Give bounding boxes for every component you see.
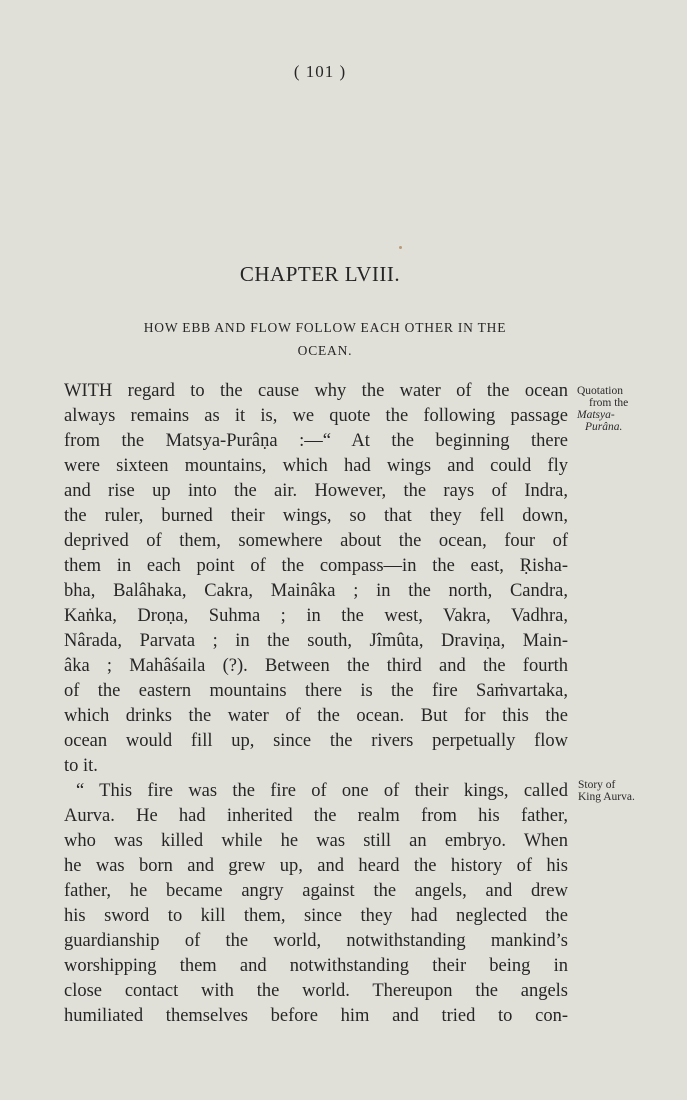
margin-note-line: Matsya-: [577, 409, 615, 421]
text-line: were sixteen mountains, which had wings and could fly: [64, 456, 568, 476]
margin-note-line: Quotation: [577, 385, 623, 397]
text-line: bha, Balâhaka, Cakra, Mainâka ; in the north, Candra,: [64, 581, 568, 601]
text-line: Nârada, Parvata ; in the south, Jîmûta, Draviṇa, Main-: [64, 631, 568, 651]
text-line: who was killed while he was still an embryo. When: [64, 831, 568, 851]
text-line: deprived of them, somewhere about the ocean, four of: [64, 531, 568, 551]
margin-note-line: Story of: [578, 779, 616, 791]
margin-note-line: King Aurva.: [578, 791, 635, 803]
margin-note-line: from the: [589, 397, 629, 409]
text-line: Aurva. He had inherited the realm from his father,: [64, 806, 568, 826]
text-line: them in each point of the compass—in the east, Ṛisha-: [64, 556, 568, 576]
text-line: Kaṅka, Droṇa, Suhma ; in the west, Vakra, Vadhra,: [64, 606, 568, 626]
text-line: ocean would fill up, since the rivers perpetually flow: [64, 731, 568, 751]
chapter-subtitle-line: HOW EBB AND FLOW FOLLOW EACH OTHER IN THE: [143, 320, 507, 335]
body-text: [64, 379, 568, 1029]
text-line: guardianship of the world, notwithstanding mankind’s: [64, 931, 568, 951]
text-line: which drinks the water of the ocean. But for this the: [64, 706, 568, 726]
text-line: always remains as it is, we quote the following passage: [64, 406, 568, 426]
margin-note-line: Purâna.: [585, 421, 623, 433]
text-line: father, he became angry against the angels, and drew: [64, 881, 568, 901]
margin-note-quotation: [577, 385, 628, 433]
chapter-subtitle: [80, 316, 570, 362]
text-line: and rise up into the air. However, the rays of Indra,: [64, 481, 568, 501]
text-line: worshipping them and notwithstanding their being in: [64, 956, 568, 976]
text-line: WITH regard to the cause why the water of the ocean: [64, 381, 568, 401]
text-line: “ This fire was the fire of one of their kings, called: [76, 781, 568, 801]
text-line: from the Matsya-Purâṇa :—“ At the beginning there: [64, 431, 568, 451]
text-line: close contact with the world. Thereupon the angels: [64, 981, 568, 1001]
text-line: humiliated themselves before him and tried to con-: [64, 1006, 568, 1026]
text-line: of the eastern mountains there is the fire Saṁvartaka,: [64, 681, 568, 701]
ink-speck: [399, 246, 402, 249]
text-line: the ruler, burned their wings, so that they fell down,: [64, 506, 568, 526]
text-line: to it.: [64, 756, 98, 776]
chapter-title: CHAPTER LVIII.: [239, 262, 401, 286]
text-line: his sword to kill them, since they had neglected the: [64, 906, 568, 926]
text-line: âka ; Mahâśaila (?). Between the third and the fourth: [64, 656, 568, 676]
text-line: he was born and grew up, and heard the history of his: [64, 856, 568, 876]
page-number: ( 101 ): [293, 62, 347, 81]
chapter-subtitle-line: OCEAN.: [297, 343, 353, 358]
margin-note-story: [578, 779, 635, 803]
